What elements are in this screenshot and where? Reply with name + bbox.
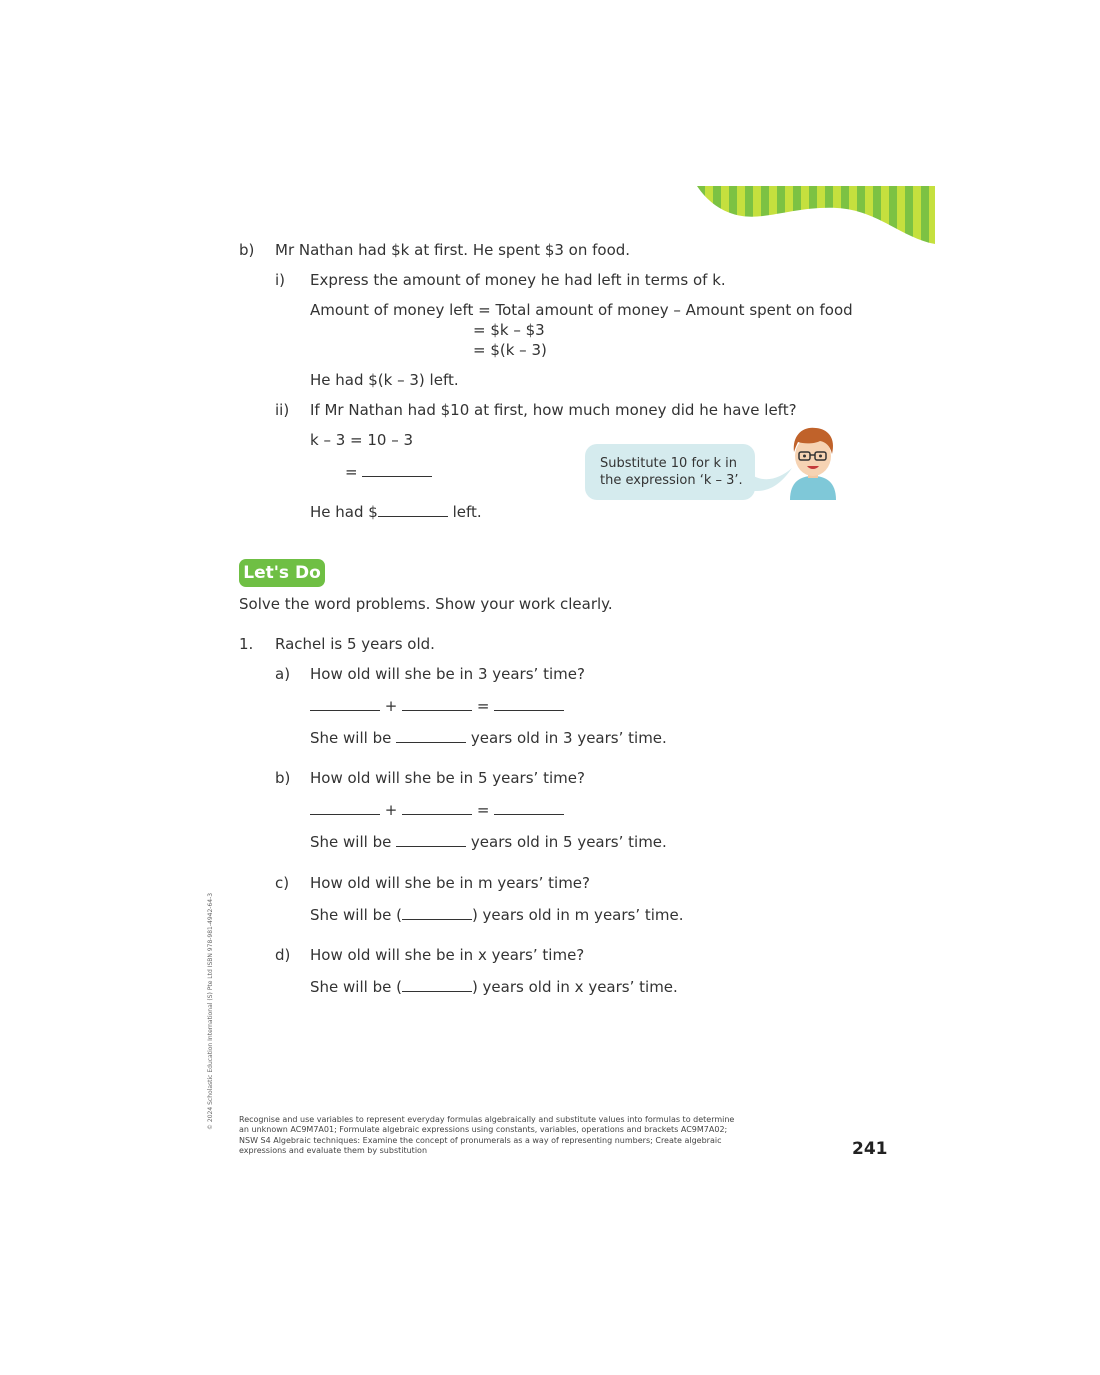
copyright-notice: © 2024 Scholastic Education International (S) Pte Ltd ISBN 978-981-4942-64-3 [207, 892, 214, 1130]
question-1d-label: d) [275, 946, 291, 964]
equals-sign: = [476, 801, 490, 819]
answer-prefix: She will be [310, 729, 392, 747]
answer-suffix: left. [452, 503, 482, 521]
answer-prefix: He had $ [310, 503, 378, 521]
question-1-number: 1. [239, 635, 254, 653]
question-1-text: Rachel is 5 years old. [275, 635, 435, 653]
speech-bubble-line2: the expression ‘k – 3’. [600, 473, 743, 488]
question-1b-label: b) [275, 769, 291, 787]
boy-character-illustration [786, 424, 840, 500]
equals-sign: = [345, 463, 358, 481]
answer-prefix: She will be ( [310, 978, 402, 996]
working-blank[interactable] [494, 697, 564, 711]
answer-suffix: years old in 5 years’ time. [470, 833, 667, 851]
plus-sign: + [384, 801, 398, 819]
speech-bubble-text [600, 455, 743, 489]
lets-do-instruction: Solve the word problems. Show your work clearly. [239, 595, 613, 613]
question-1a-working-row [310, 696, 564, 716]
part-b-i-question: Express the amount of money he had left in terms of k. [310, 271, 726, 289]
part-b-i-answer: He had $(k – 3) left. [310, 371, 459, 389]
question-1b-working-row [310, 800, 564, 820]
answer-prefix: She will be ( [310, 906, 402, 924]
plus-sign: + [384, 697, 398, 715]
question-1c-answer-row [310, 905, 684, 925]
question-1b-text: How old will she be in 5 years’ time? [310, 769, 585, 787]
answer-blank[interactable] [378, 503, 448, 517]
answer-suffix: years old in 3 years’ time. [470, 729, 667, 747]
money-left-equation-line1: Amount of money left = Total amount of money – Amount spent on food [310, 301, 853, 319]
answer-prefix: She will be [310, 833, 392, 851]
equals-sign: = [476, 697, 490, 715]
answer-blank[interactable] [396, 729, 466, 743]
working-blank[interactable] [310, 697, 380, 711]
question-1a-label: a) [275, 665, 291, 683]
speech-bubble-line1: Substitute 10 for k in [600, 456, 737, 471]
part-b-ii-question: If Mr Nathan had $10 at first, how much money did he have left? [310, 401, 797, 419]
question-1a-answer-row [310, 728, 667, 748]
question-1d-answer-row [310, 977, 678, 997]
working-blank[interactable] [402, 697, 472, 711]
money-left-equation-line2: = $k – $3 [473, 321, 545, 339]
working-blank[interactable] [494, 801, 564, 815]
substitution-result-row [345, 462, 432, 482]
question-1c-label: c) [275, 874, 290, 892]
working-blank[interactable] [402, 801, 472, 815]
money-left-equation-line3: = $(k – 3) [473, 341, 547, 359]
lets-do-heading: Let's Do [239, 559, 325, 587]
part-b-i-label: i) [275, 271, 286, 289]
answer-blank[interactable] [362, 463, 432, 477]
part-b-ii-label: ii) [275, 401, 290, 419]
curriculum-footnote: Recognise and use variables to represent everyday formulas algebraically and substitute values into formulas to determine an unknown AC9M7A01; Formulate algebraic expressions using constants, variables, operations and brackets AC9M7A02; NSW S4 Algebraic techniques: Examine the concept of pronumerals as a way of representing numbers; Create algebraic expressions and evaluate them by substitution [239, 1115, 735, 1156]
working-blank[interactable] [310, 801, 380, 815]
answer-suffix: ) years old in m years’ time. [471, 906, 684, 924]
answer-blank[interactable] [396, 833, 466, 847]
answer-blank[interactable] [402, 978, 472, 992]
question-1b-answer-row [310, 832, 667, 852]
question-1c-text: How old will she be in m years’ time? [310, 874, 590, 892]
page-number: 241 [852, 1139, 888, 1159]
question-1d-text: How old will she be in x years’ time? [310, 946, 585, 964]
substitution-equation: k – 3 = 10 – 3 [310, 431, 414, 449]
answer-suffix: ) years old in x years’ time. [471, 978, 678, 996]
green-wave-decoration [697, 186, 935, 244]
part-b-label: b) [239, 241, 255, 259]
part-b-text: Mr Nathan had $k at first. He spent $3 on food. [275, 241, 631, 259]
question-1a-text: How old will she be in 3 years’ time? [310, 665, 585, 683]
answer-blank[interactable] [402, 906, 472, 920]
part-b-ii-answer-row [310, 502, 482, 522]
